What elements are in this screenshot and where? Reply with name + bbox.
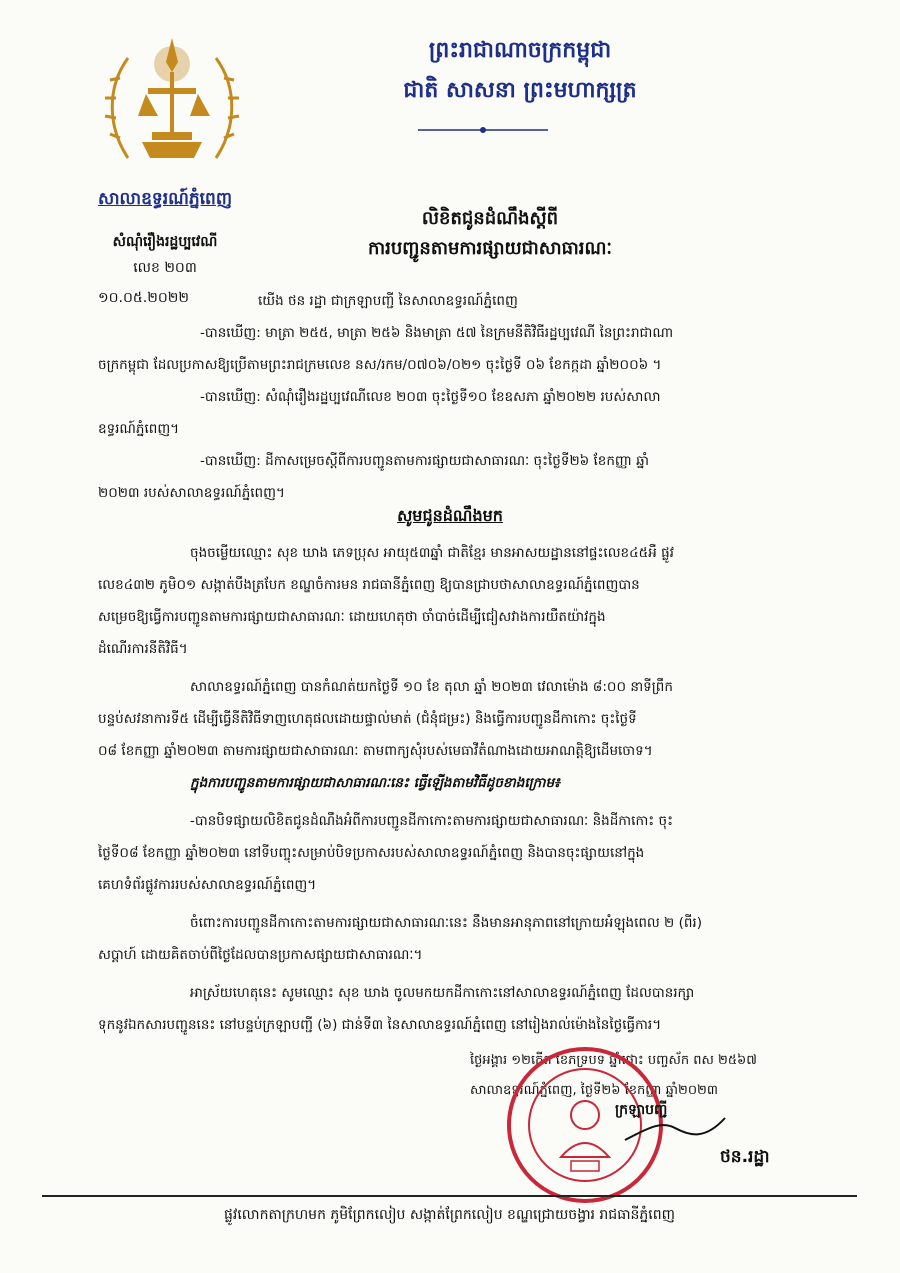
court-name: សាលាឧទ្ធរណ៍ភ្នំពេញ: [97, 189, 233, 209]
detail-line: ទុកនូវឯកសារបញ្ជូននេះ នៅបន្ទប់ក្រឡាបញ្ជី (៦) ជាន់ទី៣ នៃសាលាឧទ្ធរណ៍ភ្នំពេញ នៅរៀងរាល់ម៉ោងនៃថ្ងៃធ្វើការ។: [98, 1017, 662, 1033]
detail-line: សប្តាហ៍ ដោយគិតចាប់ពីថ្ងៃដែលបានប្រកាសផ្សាយជាសាធារណៈ។: [98, 947, 423, 963]
body-line: ០៨ ខែកញ្ញា ឆ្នាំ២០២៣ តាមការផ្សាយជាសាធារណៈ តាមពាក្យសុំរបស់មេធាវីតំណាងដោយអាណត្តិឱ្យដើមចោទ។: [98, 743, 653, 759]
intro-line: -បានឃើញ: មាត្រា ២៥៥, មាត្រា ២៥៦ និងមាត្រា ៥៧ នៃក្រមនីតិវិធីរដ្ឋប្បវេណី នៃព្រះរាជាណា: [200, 325, 674, 341]
body-line: ដំណើរការនីតិវិធី។: [98, 641, 188, 657]
footer-address: ផ្លូវលោកតាក្រហមក ភូមិព្រែកលៀប សង្កាត់ព្រែកលៀប ខណ្ឌជ្រោយចង្វារ រាជធានីភ្នំពេញ: [224, 1207, 675, 1223]
body-line: សម្រេចឱ្យធ្វើការបញ្ជូនតាមការផ្សាយជាសាធារណៈ ដោយហេតុថា ចាំបាច់ដើម្បីជៀសវាងការយឺតយ៉ាវក្នុង: [98, 609, 606, 625]
body-line: ចុងចម្លើយឈ្មោះ សុខ ឃាង ភេទប្រុស អាយុ៥៣ឆ្នាំ ជាតិខ្មែរ មានអាសយដ្ឋាននៅផ្ទះលេខ៤៥អឺ ផ្លូវ: [190, 545, 674, 561]
detail-line: -បានបិទផ្សាយលិខិតជូនដំណឹងអំពីការបញ្ជូនដីកាកោះតាមការផ្សាយជាសាធារណៈ និងដីកាកោះ ចុះ: [190, 813, 674, 829]
case-number: លេខ ២០៣: [133, 260, 197, 276]
detail-line: គេហទំព័រផ្លូវការរបស់សាលាឧទ្ធរណ៍ភ្នំពេញ។: [98, 877, 317, 893]
national-motto: ជាតិ សាសនា ព្រះមហាក្សត្រ: [403, 78, 637, 103]
detail-line: ចំពោះការបញ្ជូនដីកាកោះតាមការផ្សាយជាសាធារណៈនេះ នឹងមានអានុភាពនៅក្រោយអំឡុងពេល ២ (ពីរ): [190, 915, 702, 931]
detail-line: អាស្រ័យហេតុនេះ សូមឈ្មោះ សុខ ឃាង ចូលមកយកដីកាកោះនៅសាលាឧទ្ធរណ៍ភ្នំពេញ ដែលបានរក្សា: [190, 985, 695, 1001]
case-date: ១០.០៥.២០២២: [98, 290, 189, 306]
intro-line: ឧទ្ធរណ៍ភ្នំពេញ។: [98, 421, 180, 437]
handwritten-signature: [620, 1110, 730, 1150]
detail-line: ថ្ងៃទី០៨ ខែកញ្ញា ឆ្នាំ២០២៣ នៅទីបញ្ចុះសម្រាប់បិទប្រកាសរបស់សាលាឧទ្ធរណ៍ភ្នំពេញ និងបានចុះផ្សាយនៅក្នុង: [98, 845, 645, 861]
signatory-name: ថន.រដ្ឋា: [720, 1147, 770, 1167]
court-emblem-logo: [98, 28, 246, 176]
intro-line: ២០២៣ របស់សាលាឧទ្ធរណ៍ភ្នំពេញ។: [98, 485, 285, 501]
notice-title-line1: លិខិតជូនដំណឹងស្តីពី: [421, 208, 559, 229]
intro-line: -បានឃើញ: ដីកាសម្រេចស្តីពីការបញ្ជូនតាមការផ្សាយជាសាធារណៈ ចុះថ្ងៃទី២៦ ខែកញ្ញា ឆ្នាំ: [200, 453, 649, 469]
case-file-label: សំណុំរឿងរដ្ឋប្បវេណី: [112, 234, 218, 250]
footer-divider: [42, 1195, 857, 1197]
intro-line: ចក្រកម្ពុជា ដែលប្រកាសឱ្យប្រើតាមព្រះរាជក្រមលេខ នស/រកម/០៧០៦/០២១ ចុះថ្ងៃទី ០៦ ខែកក្កដា ឆ្នាំ២០០៦ ។: [98, 357, 662, 373]
lunar-date: ថ្ងៃអង្គារ ១២កើត ខែភទ្របទ ឆ្នាំថោះ បញ្ចស័ក ពស ២៥៦៧: [470, 1053, 757, 1068]
body-line: លេខ៤៣២ ភូមិ០១ សង្កាត់បឹងត្របែក ខណ្ឌចំការមន រាជធានីភ្នំពេញ ឱ្យបានជ្រាបថាសាលាឧទ្ធរណ៍ភ្នំពេញបាន: [98, 577, 640, 593]
intro-line: -បានឃើញ: សំណុំរឿងរដ្ឋប្បវេណីលេខ ២០៣ ចុះថ្ងៃទី១០ ខែឧសភា ឆ្នាំ២០២២ របស់សាលា: [200, 389, 661, 405]
ornament-divider: [418, 126, 548, 134]
signatory-role: ក្រឡាបញ្ជី: [615, 1102, 668, 1118]
italic-heading: ក្នុងការបញ្ជូនតាមការផ្សាយជាសាធារណៈនេះ ធ្វើឡើងតាមវិធីដូចខាងក្រោម៖: [190, 775, 560, 791]
notice-subheading: សូមជូនដំណឹងមក: [397, 506, 503, 525]
notice-title-line2: ការបញ្ជូនតាមការផ្សាយជាសាធារណៈ: [368, 238, 612, 259]
intro-line: យើង ថន រដ្ឋា ជាក្រឡាបញ្ជី នៃសាលាឧទ្ធរណ៍ភ្នំពេញ: [258, 293, 518, 309]
body-line: សាលាឧទ្ធរណ៍ភ្នំពេញ បានកំណត់យកថ្ងៃទី ១០ ខែ តុលា ឆ្នាំ ២០២៣ វេលាម៉ោង ៨:០០ នាទីព្រឹក: [190, 679, 673, 695]
place-and-date: សាលាឧទ្ធរណ៍ភ្នំពេញ, ថ្ងៃទី២៦ ខែកញ្ញា ឆ្នាំ២០២៣: [470, 1083, 718, 1098]
body-line: បន្ទប់សវនាការទី៥ ដើម្បីធ្វើនីតិវិធីទាញហេតុផលដោយផ្ទាល់មាត់ (ជំនុំជម្រះ) និងធ្វើការបញ្ជូនដីកាកោះ ចុះថ្ងៃទី: [98, 711, 637, 727]
kingdom-title: ព្រះរាជាណាចក្រកម្ពុជា: [428, 38, 612, 63]
